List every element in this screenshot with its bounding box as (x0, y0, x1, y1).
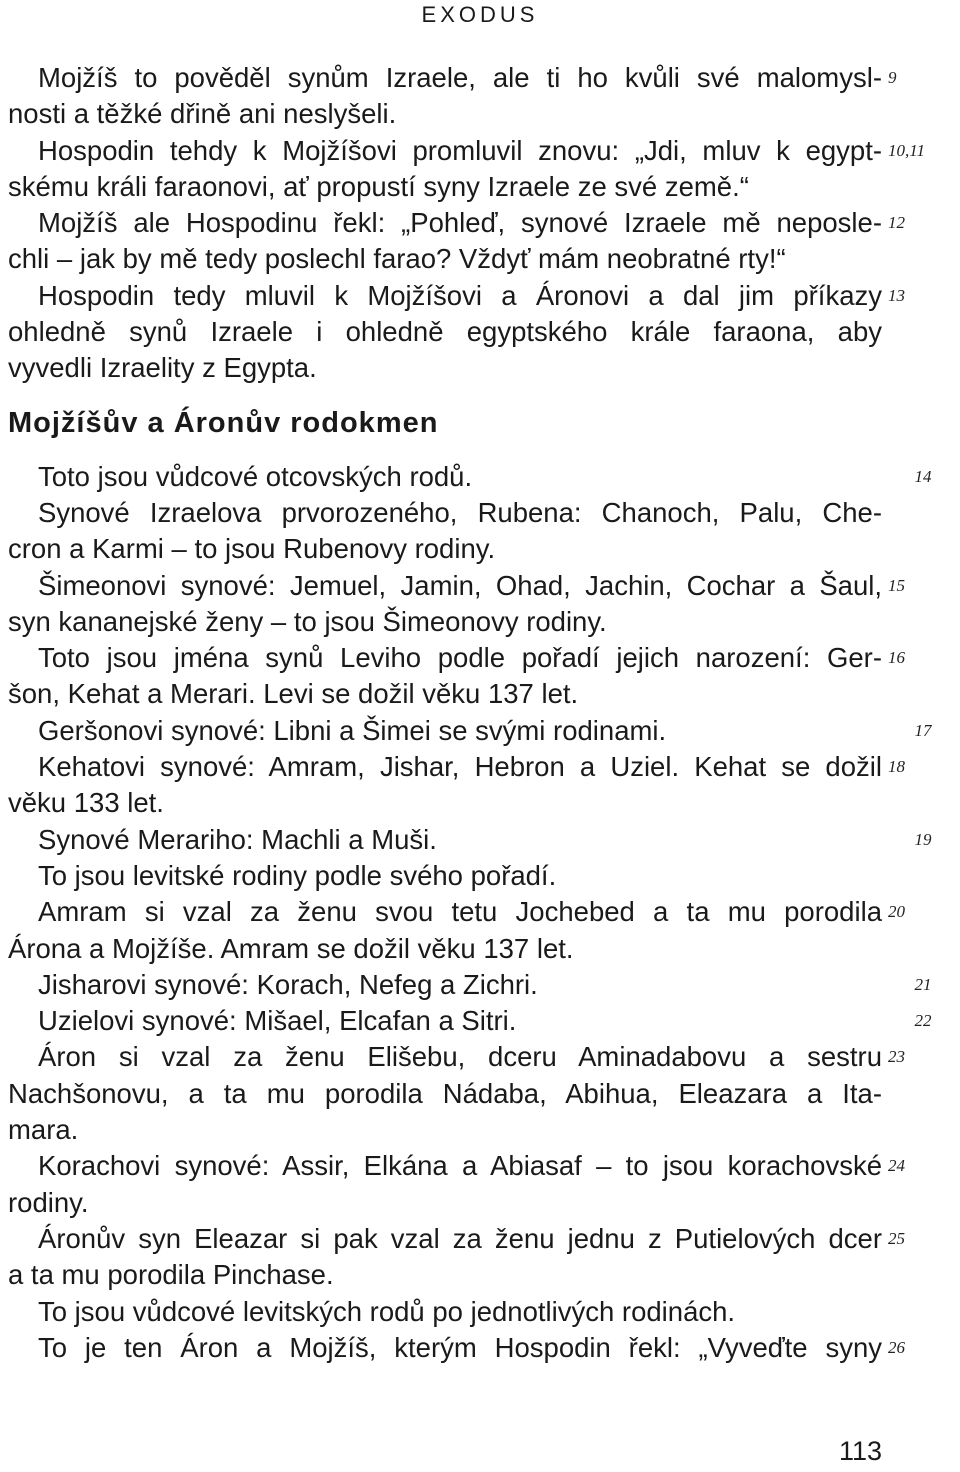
text-line (8, 604, 882, 640)
text-line (8, 822, 932, 858)
text-line (8, 1257, 882, 1293)
verse-number: 19 (914, 829, 932, 849)
text-line-content: To jsou levitské rodiny podle svého pořadí. (38, 859, 557, 891)
text-line (8, 60, 897, 96)
text-line-content: Šimeonovi synové: Jemuel, Jamin, Ohad, Jachin, Cochar a Šaul, (38, 569, 882, 601)
verse-number: 25 (888, 1228, 905, 1248)
text-line (8, 858, 882, 894)
text-line (8, 785, 882, 821)
text-line-content: ohledně synů Izraele i ohledně egyptského krále faraona, aby (8, 316, 882, 348)
text-line (8, 1330, 905, 1366)
text-line-content: Hospodin tedy mluvil k Mojžíšovi a Áronovi a dal jim příkazy (38, 279, 882, 311)
text-line (8, 350, 882, 386)
text-line-content: Árona a Mojžíše. Amram se dožil věku 137 let. (8, 932, 574, 964)
verse-number: 23 (888, 1047, 905, 1067)
text-line (8, 1148, 905, 1184)
text-line (8, 1076, 882, 1112)
verse-number: 16 (888, 648, 905, 668)
text-line (8, 1112, 882, 1148)
text-line-content: mara. (8, 1114, 79, 1146)
verse-number: 17 (914, 720, 932, 740)
text-line-content: Hospodin tehdy k Mojžíšovi promluvil znovu: „Jdi, mluv k egypt- (38, 134, 882, 166)
verse-number: 9 (888, 68, 897, 87)
text-line (8, 1294, 882, 1330)
text-line (8, 169, 882, 205)
running-head: EXODUS (421, 2, 539, 27)
verse-number: 26 (888, 1337, 905, 1357)
verse-number: 24 (888, 1156, 905, 1176)
verse-number: 12 (888, 213, 905, 233)
verse-number: 20 (888, 902, 905, 922)
text-line-content: věku 133 let. (8, 787, 164, 819)
text-line (8, 568, 905, 604)
text-line-content: a ta mu porodila Pinchase. (8, 1259, 334, 1291)
text-line-content: Nachšonovu, a ta mu porodila Nádaba, Abihua, Eleazara a Ita- (8, 1077, 882, 1109)
text-line-content: Jisharovi synové: Korach, Nefeg a Zichri. (38, 968, 538, 1000)
text-line (8, 314, 882, 350)
text-line-content: šon, Kehat a Merari. Levi se dožil věku 137 let. (8, 678, 579, 710)
verse-number: 10,11 (888, 140, 925, 160)
verse-number: 22 (914, 1011, 932, 1031)
body-text (8, 60, 932, 1366)
text-line (8, 205, 905, 241)
text-line (8, 713, 932, 749)
text-line-content: nosti a těžké dřině ani neslyšeli. (8, 98, 397, 130)
text-line (8, 967, 932, 1003)
text-line (8, 1039, 905, 1075)
text-line-content: Toto jsou jména synů Leviho podle pořadí jejich narození: Ger- (38, 642, 882, 674)
text-line-content: Korachovi synové: Assir, Elkána a Abiasaf – to jsou korachovské (38, 1150, 882, 1182)
verse-number: 14 (914, 466, 932, 486)
text-line-content: Mojžíš ale Hospodinu řekl: „Pohleď, synové Izraele mě neposle- (38, 207, 882, 239)
paragraph-block-before-heading (8, 60, 925, 387)
text-line-content: syn kananejské ženy – to jsou Šimeonovy rodiny. (8, 605, 607, 637)
text-line (8, 495, 882, 531)
text-line (8, 1003, 932, 1039)
text-line-content: Synové Izraelova prvorozeného, Rubena: Chanoch, Palu, Che- (38, 496, 882, 528)
paragraph-block-after-heading (8, 459, 932, 1366)
verse-number: 13 (888, 285, 905, 305)
text-line-content: Amram si vzal za ženu svou tetu Jochebed a ta mu porodila (38, 896, 882, 928)
text-line-content: skému králi faraonovi, ať propustí syny Izraele ze své země.“ (8, 170, 749, 202)
text-line (8, 241, 882, 277)
text-line-content: To je ten Áron a Mojžíš, kterým Hospodin řekl: „Vyveďte syny (38, 1331, 882, 1363)
text-line (8, 96, 882, 132)
text-line (8, 931, 882, 967)
verse-number: 15 (888, 575, 905, 595)
text-line-content: To jsou vůdcové levitských rodů po jednotlivých rodinách. (38, 1295, 736, 1327)
text-line-content: chli – jak by mě tedy poslechl farao? Vždyť mám neobratné rty!“ (8, 243, 786, 275)
text-line-content: Toto jsou vůdcové otcovských rodů. (38, 460, 473, 492)
text-line-content: Uzielovi synové: Mišael, Elcafan a Sitri. (38, 1005, 517, 1037)
text-line (8, 133, 925, 169)
text-line-content: vyvedli Izraelity z Egypta. (8, 352, 317, 384)
text-line (8, 676, 882, 712)
verse-number: 18 (888, 757, 905, 777)
text-line-content: Geršonovi synové: Libni a Šimei se svými rodinami. (38, 714, 667, 746)
text-line (8, 1185, 882, 1221)
text-line-content: Mojžíš to pověděl synům Izraele, ale ti ho kvůli své malomysl- (38, 62, 882, 93)
text-line-content: rodiny. (8, 1186, 89, 1218)
text-line (8, 640, 905, 676)
text-line (8, 894, 905, 930)
text-line (8, 749, 905, 785)
text-line-content: Kehatovi synové: Amram, Jishar, Hebron a Uziel. Kehat se dožil (38, 751, 882, 783)
text-line-content: cron a Karmi – to jsou Rubenovy rodiny. (8, 533, 496, 565)
text-line-content: Áronův syn Eleazar si pak vzal za ženu jednu z Putielových dcer (38, 1222, 882, 1254)
text-line (8, 459, 932, 495)
verse-number: 21 (914, 974, 932, 994)
page-number: 113 (838, 1436, 882, 1466)
text-line-content: Áron si vzal za ženu Elišebu, dceru Aminadabovu a sestru (38, 1041, 882, 1073)
section-heading: Mojžíšův a Áronův rodokmen (8, 406, 439, 439)
text-line-content: Synové Merariho: Machli a Muši. (38, 823, 437, 855)
text-line (8, 278, 905, 314)
text-line (8, 1221, 905, 1257)
text-line (8, 531, 882, 567)
